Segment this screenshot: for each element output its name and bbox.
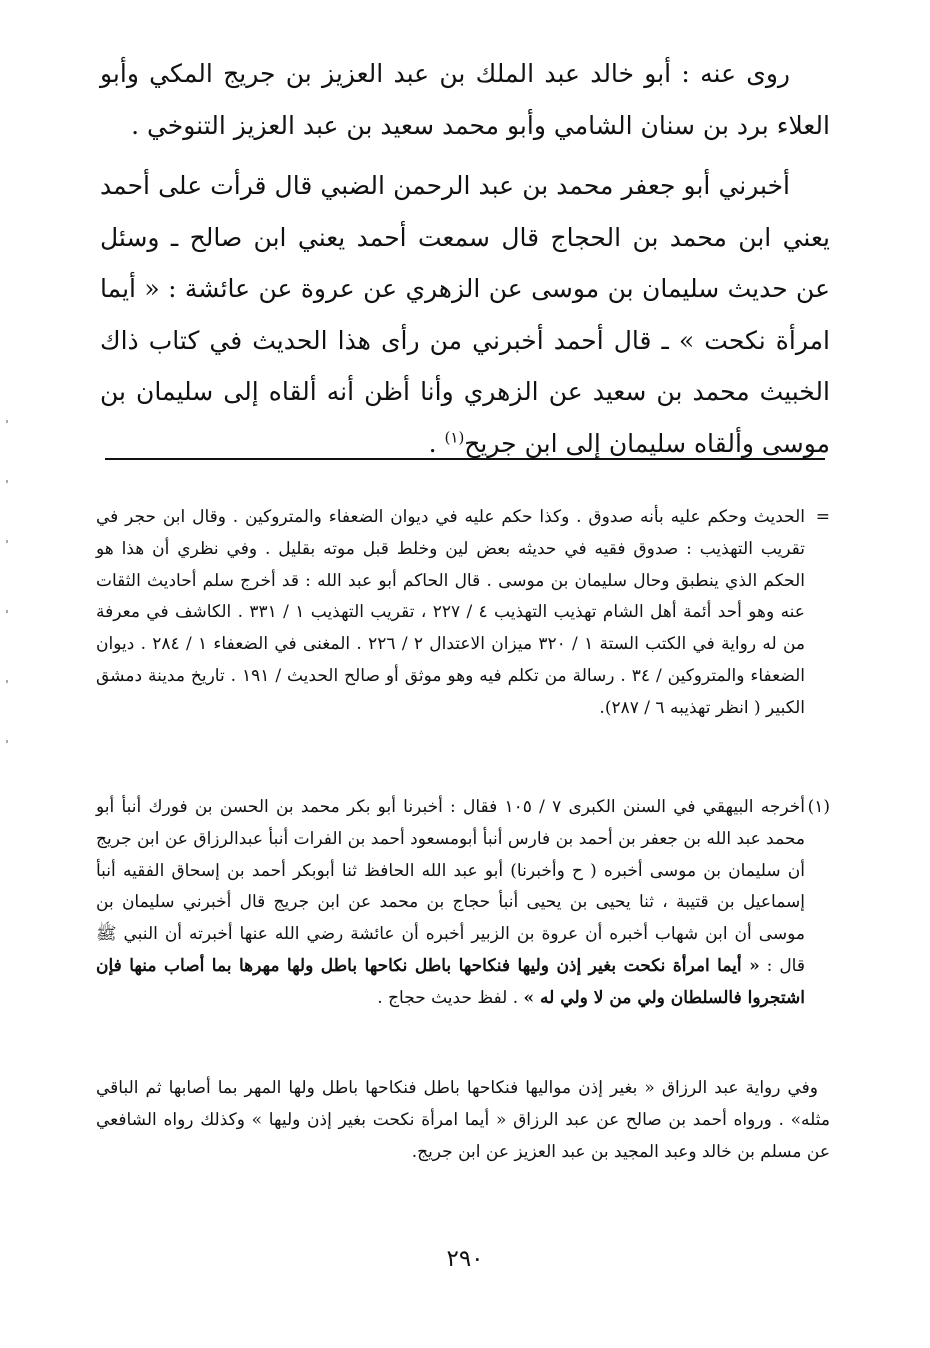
hadith-chain-end: . — [428, 428, 445, 458]
footnote-continuation — [96, 502, 830, 725]
page-number: ٢٩٠ — [446, 1246, 484, 1272]
continuation-mark: = — [815, 507, 830, 527]
hadith-chain-paragraph — [100, 160, 830, 469]
footnote-1 — [96, 792, 830, 1015]
footnote-separator — [105, 458, 825, 460]
main-paragraph-1 — [100, 48, 830, 151]
footnote-1-paragraph-2: وفي رواية عبد الرزاق « بغير إذن مواليها فنكاحها باطل فنكاحها باطل ولها المهر بما أصابها ثم الباقي مثله» . ورواه أحمد بن صالح عن عبد الرزاق « أيما امرأة نكحت بغير إذن وليها » وكذلك رواه الشافعي عن مسلم بن خالد وعبد المجيد بن عبد العزيز عن ابن جريج. — [96, 1078, 830, 1162]
footnote-1-mark: (١) — [807, 797, 830, 817]
hadith-chain-text: أخبرني أبو جعفر محمد بن عبد الرحمن الضبي قال قرأت على أحمد يعني ابن محمد بن الحجاج قال سمعت أحمد يعني ابن صالح ـ وسئل عن حديث سليمان بن موسى عن الزهري عن عروة عن عائشة : « أيما امرأة نكحت » ـ قال أحمد أخبرني من رأى هذا الحديث في كتاب ذاك الخبيث محمد بن سعيد عن الزهري وأنا أظن أنه ألقاه إلى سليمان بن موسى وألقاه سليمان إلى ابن جريح — [100, 171, 830, 458]
footnote-1-hadith-quote: « أيما امرأة نكحت بغير إذن وليها فنكاحها باطل نكاحها باطل ولها مهرها بما أصاب منها فإن اشتجروا فالسلطان ولي من لا ولي له » — [96, 955, 805, 1008]
scan-margin-specks — [6, 420, 9, 750]
footnote-1-text: أخرجه البيهقي في السنن الكبرى ٧ / ١٠٥ فقال : أخبرنا أبو بكر محمد بن الحسن بن فورك أنبأ أبو محمد عبد الله بن جعفر بن أحمد بن فارس أنبأ أبومسعود أحمد بن الفرات أنبأ عبدالرزاق عن ابن جريج أن سليمان بن موسى أخبره ( ح وأخبرنا) أبو عبد الله الحافظ ثنا أبوبكر أحمد بن إسحاق الفقيه أنبأ إسماعيل بن قتيبة ، ثنا يحيى بن يحيى أنبأ حجاج بن محمد عن ابن جريج قال أخبرني سليمان بن موسى أن ابن شهاب أخبره أن عروة بن الزبير أخبره أن عائشة رضي الله عنها أخبرته أن النبي ﷺ قال : — [96, 797, 805, 976]
main-paragraph-2 — [100, 160, 830, 469]
footnote-reference: (١) — [444, 428, 465, 447]
continuation-text: الحديث وحكم عليه بأنه صدوق . وكذا حكم عليه في ديوان الضعفاء والمتروكين . وقال ابن حجر في تقريب التهذيب : صدوق فقيه في حديثه بعض لين وخلط قبل موته بقليل . وفي نظري أن هذا هو الحكم الذي ينطبق وحال سليمان بن موسى . قال الحاكم أبو عبد الله : قد أخرج سلم أحاديث الثقات عنه وهو أحد أئمة أهل الشام تهذيب التهذيب ٤ / ٢٢٧ ، تقريب التهذيب ١ / ٣٣١ . الكاشف في معرفة من له رواية في الكتب الستة ١ / ٣٢٠ ميزان الاعتدال ٢ / ٢٢٦ . المغنى في الضعفاء ١ / ٢٨٤ . ديوان الضعفاء والمتروكين / ٣٤ . رسالة من تكلم فيه وهو موثق أو صالح الحديث / ١٩١ . تاريخ مدينة دمشق الكبير ( انظر تهذيبه ٦ / ٢٨٧). — [96, 507, 806, 718]
footnote-1-continued — [96, 1073, 830, 1168]
narrators-paragraph: روى عنه : أبو خالد عبد الملك بن عبد العزيز بن جريج المكي وأبو العلاء برد بن سنان الشامي وأبو محمد سعيد بن عبد العزيز التنوخي . — [100, 59, 830, 140]
footnote-1-tail: . لفظ حديث حجاج . — [377, 987, 524, 1008]
